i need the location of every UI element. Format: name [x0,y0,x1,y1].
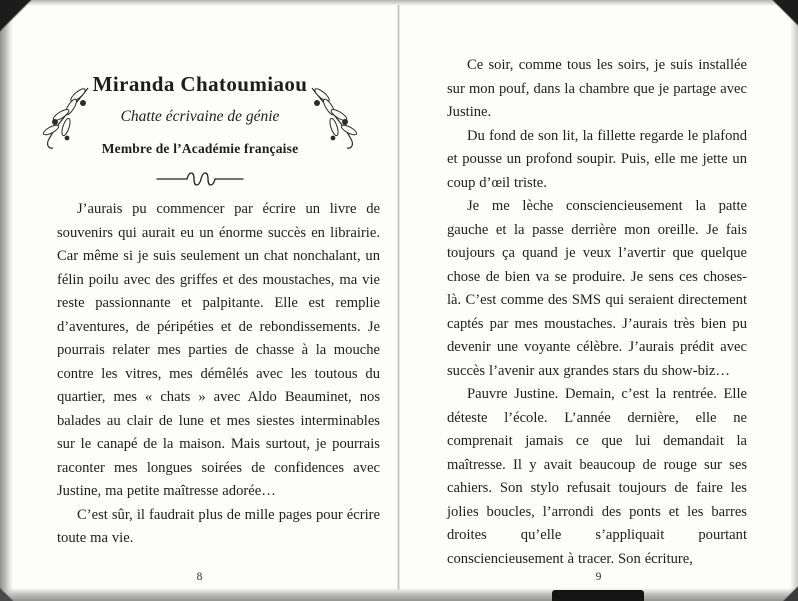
chapter-header [40,72,360,157]
olive-branch-left-icon [38,82,94,152]
paragraph: Du fond de son lit, la fillette regarde le plafond et pousse un profond soupir. Puis, elle me jette un coup d’œil triste. [447,127,747,191]
page-number-left: 8 [196,571,203,583]
page-number-right: 9 [595,571,602,583]
paragraph: Je me lèche consciencieusement la patte gauche et la passe derrière mon oreille. Je fais toujours ça quand je veux l’avertir que quelque chose de bien va se produire. Je sens ces choses-là. C’est comme des SMS qui seraient directement captés par mes moustaches. J’aurais très bien pu devenir une voyante célèbre. J’aurais prédit avec succès l’avenir aux grandes stars du show-biz… [447,198,747,379]
paragraph: Ce soir, comme tous les soirs, je suis installée sur mon pouf, dans la chambre que je partage avec Justine. [447,57,747,120]
paragraph: J’aurais pu commencer par écrire un livre de souvenirs qui aurait eu un énorme succès en librairie. Car même si je suis seulement un chat nonchalant, un félin poilu avec des griffes et des moustaches, ma vie reste passionnante et palpitante. Elle est remplie d’aventures, de péripéties et de rebondissements. Je pourrais relater mes parties de chasse à la mouche contre les vitres, mes démêlés avec les toutous du quartier, mes « chats » avec Aldo Beauminet, nos balades au clair de lune et mes siestes interminables sur le canapé de la maison. Mais surtout, je pourrais raconter mes longues soirées de confidences avec Justine, ma petite maîtresse adorée… [57,201,380,499]
chapter-affiliation: Membre de l’Académie française [101,141,299,157]
paragraph: C’est sûr, il faudrait plus de mille pages pour écrire toute ma vie. [57,506,380,546]
left-page-text [57,198,380,551]
right-page-text [447,54,747,571]
paragraph: Pauvre Justine. Demain, c’est la rentrée. Elle déteste l’école. L’année dernière, elle ne comprenait jamais ce que lui demandait la maîtresse. Il y avait beaucoup de rouge sur ses cahiers. Son stylo refusait toujours de faire les jolies boucles, l’arrondi des ponts et les barres droites qu’elle s’appliquait pourtant consciencieusement à tracer. Son écriture, [447,386,747,567]
chapter-subtitle: Chatte écrivaine de génie [120,108,280,126]
olive-branch-right-icon [306,82,362,152]
squiggle-divider-icon [0,171,399,187]
right-page [399,0,798,601]
chapter-title: Miranda Chatoumiaou [92,72,308,96]
